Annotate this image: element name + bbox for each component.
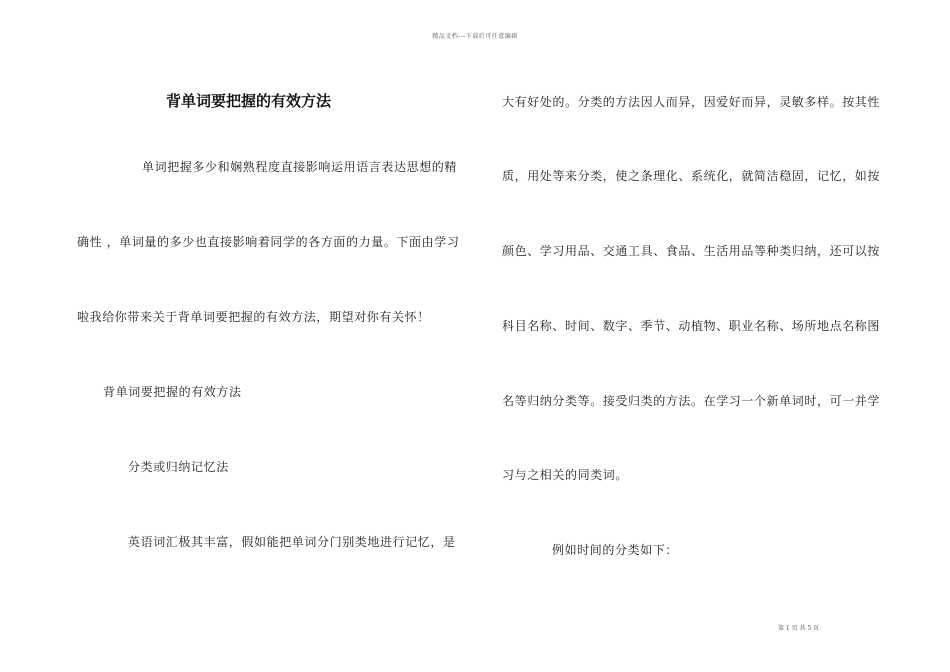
- page-header: 精品文档---下载后可任意编辑: [432, 33, 518, 40]
- example-intro-line: 例如时间的分类如下：: [552, 543, 679, 557]
- left-paragraph-line-1: 单词把握多少和娴熟程度直接影响运用语言表达思想的精: [142, 160, 458, 174]
- right-paragraph-line-3: 颜色、学习用品、交通工具、食品、生活用品等种类归纳，还可以按: [502, 244, 881, 258]
- document-title: 背单词要把握的有效方法: [166, 92, 332, 110]
- right-paragraph-line-4: 科目名称、时间、数字、季节、动植物、职业名称、场所地点名称图: [502, 319, 881, 333]
- left-paragraph-line-6: 英语词汇极其丰富，假如能把单词分门别类地进行记忆，是: [128, 535, 456, 549]
- section-heading: 背单词要把握的有效方法: [103, 385, 242, 399]
- subsection-heading: 分类或归纳记忆法: [128, 460, 229, 474]
- page-number: 第 1 页 共 5 页: [778, 625, 820, 632]
- left-paragraph-line-3: 啦我给你带来关于背单词要把握的有效方法，期望对你有关怀！: [77, 310, 430, 324]
- right-paragraph-line-5: 名等归纳分类等。接受归类的方法。在学习一个新单词时，可一并学: [502, 394, 881, 408]
- right-paragraph-line-2: 质，用处等来分类，使之条理化、系统化，就简洁稳固，记忆，如按: [502, 169, 881, 183]
- left-paragraph-line-2: 确性 ，单词量的多少也直接影响着同学的各方面的力量。下面由学习: [77, 235, 460, 249]
- right-paragraph-line-6: 习与之相关的同类词。: [502, 468, 629, 482]
- right-paragraph-line-1: 大有好处的。分类的方法因人而异，因爱好而异，灵敏多样。按其性: [502, 95, 881, 109]
